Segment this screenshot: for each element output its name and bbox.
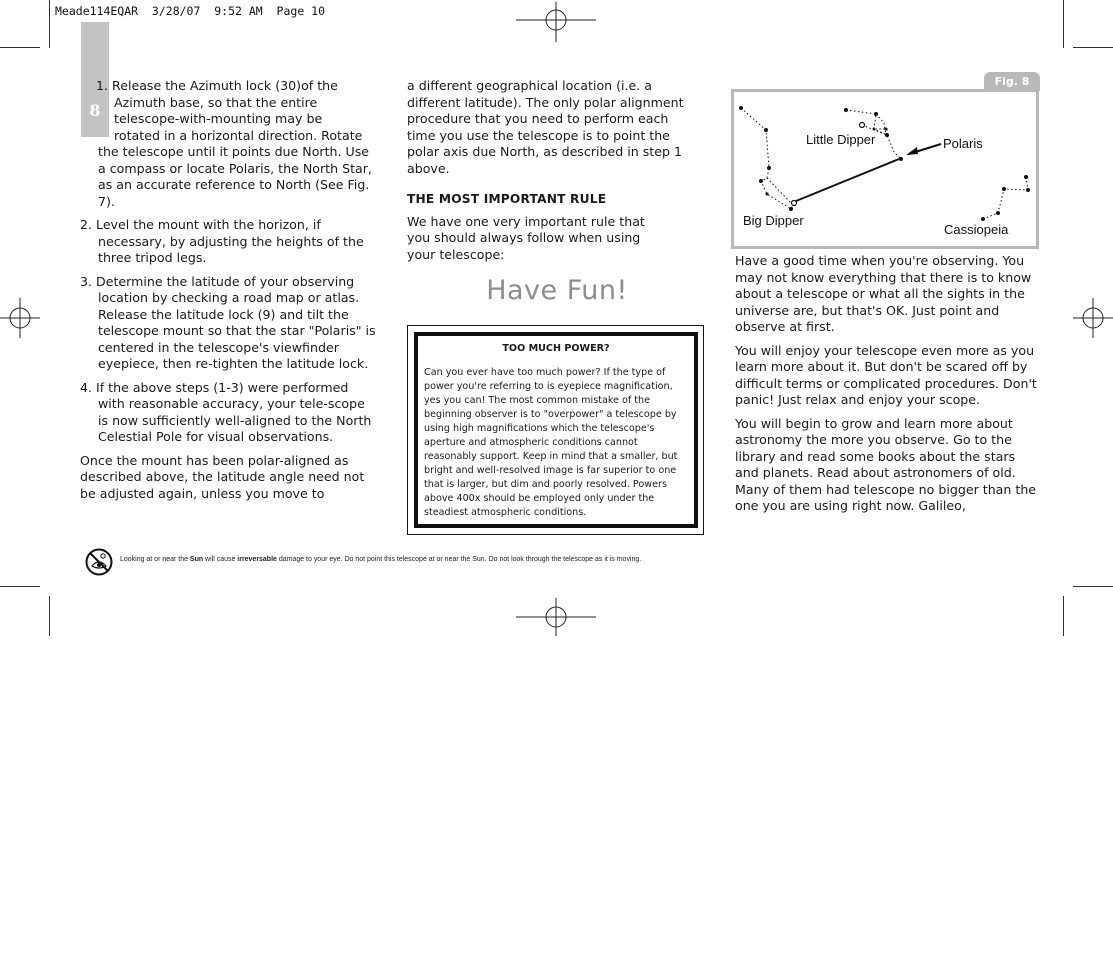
print-slug: Meade114EQAR 3/28/07 9:52 AM Page 10 (55, 4, 326, 18)
have-fun-title: Have Fun! (486, 275, 628, 306)
constellation-diagram (734, 92, 1036, 246)
sun-warning-text: Looking at or near the Sun will cause irreversable damage to your eye. Do not point this telescope at or near the Sun. Do not look through the telescope as it is moving. (120, 554, 642, 563)
box-body: Can you ever have too much power? If the type of power you're referring to is eyepiece magnification, yes you can! The most common mistake of the beginning observer is to "overpower" a telescope by using high magnifications which the telescope's aperture and atmospheric conditions cannot reasonably support. Keep in mind that a smaller, but bright and well-resolved image is far superior to one that is larger, but dim and poorly resolved. Powers above 400x should be employed only under the steadiest atmospheric conditions. (424, 367, 678, 518)
page-number: 8 (89, 101, 101, 120)
important-rule-heading: THE MOST IMPORTANT RULE (407, 192, 607, 206)
right-column (735, 253, 1037, 522)
step-1-line-1: 1. Release the Azimuth lock (30)of the (96, 78, 338, 93)
enjoy-paragraph: You will enjoy your telescope even more as you learn more about it. But don't be scared off by difficult terms or complicated procedures. Don't panic! Just relax and enjoy your scope. (735, 342, 1037, 407)
step-2: 2. Level the mount with the horizon, if necessary, by adjusting the heights of the three tripod legs. (80, 217, 364, 265)
step-1-line-2: Azimuth base, so that the entire (114, 94, 318, 110)
constellation-figure (731, 89, 1039, 249)
good-time-paragraph: Have a good time when you're observing. You may not know everything that there is to know about a telescope or what all the sights in the universe are, but that's OK. Just point and observe at first. (735, 253, 1032, 334)
step-1 (80, 78, 378, 210)
figure-tag: Fig. 8 (984, 72, 1040, 91)
step-1-line-3: telescope-with-mounting may be (114, 111, 323, 126)
cassiopeia-label: Cassiopeia (944, 222, 1009, 237)
step-1-line-4: rotated in a horizontal direction. Rotate (114, 127, 363, 143)
box-title: TOO MUCH POWER? (502, 343, 610, 354)
step-3: 3. Determine the latitude of your observing location by checking a road map or atlas. Release the latitude lock (9) and tilt the telescope mount so that the star "Polaris" is centered in the telescope's viewfinder eyepiece, then re-tighten the latitude lock. (80, 273, 376, 371)
polaris-arrowhead (906, 147, 918, 155)
sun-warning-icon (84, 547, 114, 577)
important-rule-text: We have one very important rule that you should always follow when using your telescope: (407, 213, 645, 262)
little-dipper-label: Little Dipper (806, 132, 876, 147)
pointer-line (796, 159, 899, 201)
left-column (80, 78, 378, 509)
middle-column (407, 78, 699, 270)
big-dipper-label: Big Dipper (743, 213, 804, 228)
polaris-label: Polaris (943, 136, 983, 151)
learn-paragraph: You will begin to grow and learn more about astronomy the more you observe. Go to the library and read some books about the stars and planets. Read about astronomers of old. Many of them had telescope no bigger than the one you are using right now. Galileo, (735, 415, 1037, 513)
step-1-rest: the telescope until it points due North. Use a compass or locate Polaris, the North Star, as an accurate reference to North (See Fig. 7). (98, 144, 372, 209)
step-4: 4. If the above steps (1-3) were performed with reasonable accuracy, your tele-scope is now sufficiently well-aligned to the North Celestial Pole for visual observations. (80, 379, 372, 444)
too-much-power-box (414, 332, 698, 528)
sun-warning-footer (84, 547, 724, 577)
polar-procedure-paragraph: a different geographical location (i.e. a different latitude). The only polar alignment procedure that you need to perform each time you use the telescope is to point the polar axis due North, as described in step 1 above. (407, 78, 684, 176)
polar-aligned-paragraph: Once the mount has been polar-aligned as described above, the latitude angle need not be adjusted again, unless you move to (80, 452, 365, 501)
